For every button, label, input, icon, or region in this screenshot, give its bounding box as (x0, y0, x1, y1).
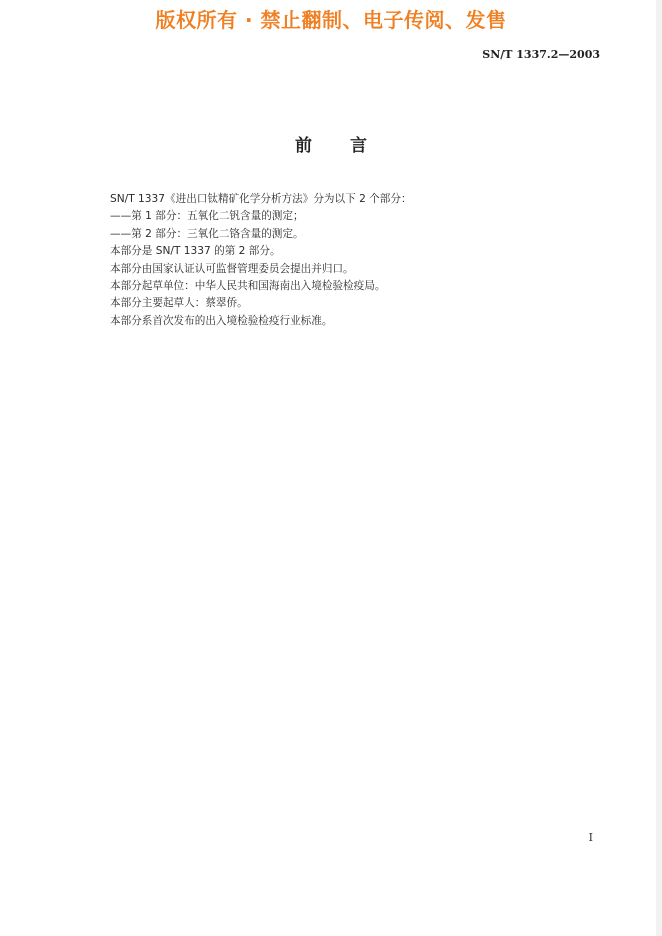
paragraph-line: SN/T 1337《进出口钛精矿化学分析方法》分为以下 2 个部分： (110, 193, 412, 205)
section-title (0, 131, 662, 156)
standard-code: SN/T 1337.2—2003 (482, 48, 600, 61)
paragraph-line: ——第 2 部分：三氧化二铬含量的测定。 (110, 227, 304, 240)
title-char-2: 言 (350, 136, 367, 156)
paragraph-line: ——第 1 部分：五氧化二钒含量的测定； (110, 210, 304, 223)
paragraph-line: 本部分起草单位：中华人民共和国海南出入境检验检疫局。 (110, 280, 386, 293)
page-number: I (588, 831, 593, 844)
foreword-body (110, 191, 580, 330)
paragraph-line: 本部分主要起草人：蔡翠侨。 (110, 297, 248, 310)
paragraph-line: 本部分系首次发布的出入境检验检疫行业标准。 (110, 314, 333, 327)
paragraph-line: 本部分是 SN/T 1337 的第 2 部分。 (110, 245, 281, 258)
copyright-watermark: 版权所有 · 禁止翻制、电子传阅、发售 (155, 8, 507, 32)
title-char-1: 前 (295, 136, 312, 156)
paragraph-line: 本部分由国家认证认可监督管理委员会提出并归口。 (110, 262, 354, 275)
